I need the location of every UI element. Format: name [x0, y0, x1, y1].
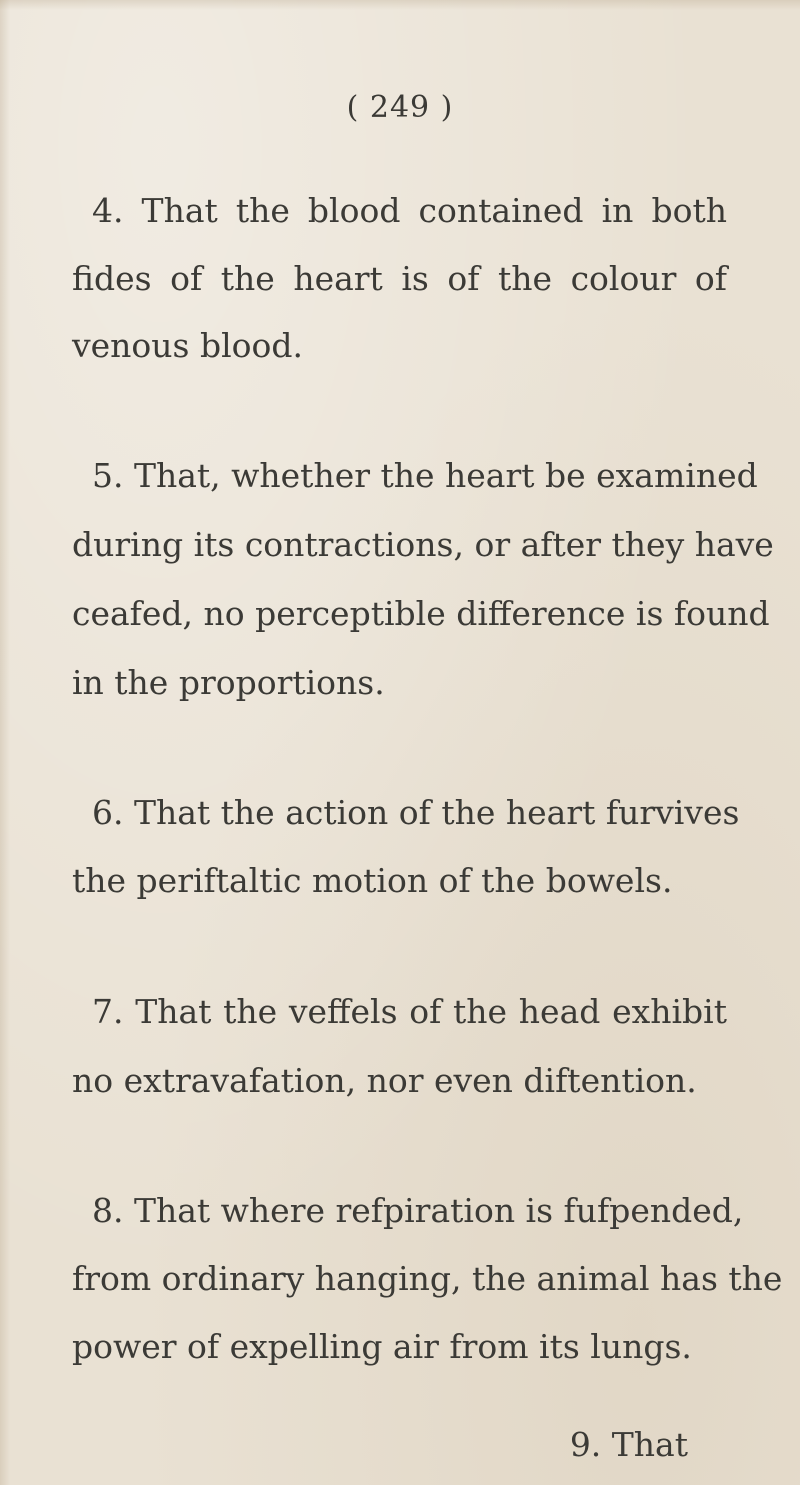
paragraph-6-line-1: 6. That the action of the heart furvives	[92, 793, 740, 832]
paragraph-4-line-3: venous blood.	[72, 326, 303, 365]
page-edge-shadow-left	[0, 0, 10, 1485]
page-edge-shadow-top	[0, 0, 800, 10]
paragraph-8-line-3: power of expelling air from its lungs.	[72, 1327, 692, 1366]
paragraph-5-line-4: in the proportions.	[72, 663, 385, 702]
paragraph-5-line-3: ceafed, no perceptible difference is found	[72, 594, 770, 633]
paragraph-5-line-1: 5. That, whether the heart be examined	[92, 456, 758, 495]
paragraph-5-line-2: during its contractions, or after they have	[72, 525, 774, 564]
paragraph-7-line-2: no extravafation, nor even diftention.	[72, 1061, 697, 1100]
paragraph-4-line-1: 4. That the blood contained in both	[92, 191, 727, 230]
paragraph-7-line-1: 7. That the veffels of the head exhibit	[92, 992, 727, 1031]
page-number: ( 249 )	[346, 90, 454, 125]
paragraph-4-line-2: fides of the heart is of the colour of	[72, 259, 727, 298]
catchword: 9. That	[569, 1425, 688, 1464]
paragraph-8-line-1: 8. That where refpiration is fufpended,	[92, 1191, 744, 1230]
paragraph-6-line-2: the periftaltic motion of the bowels.	[72, 861, 673, 900]
paragraph-8-line-2: from ordinary hanging, the animal has the	[72, 1259, 783, 1298]
